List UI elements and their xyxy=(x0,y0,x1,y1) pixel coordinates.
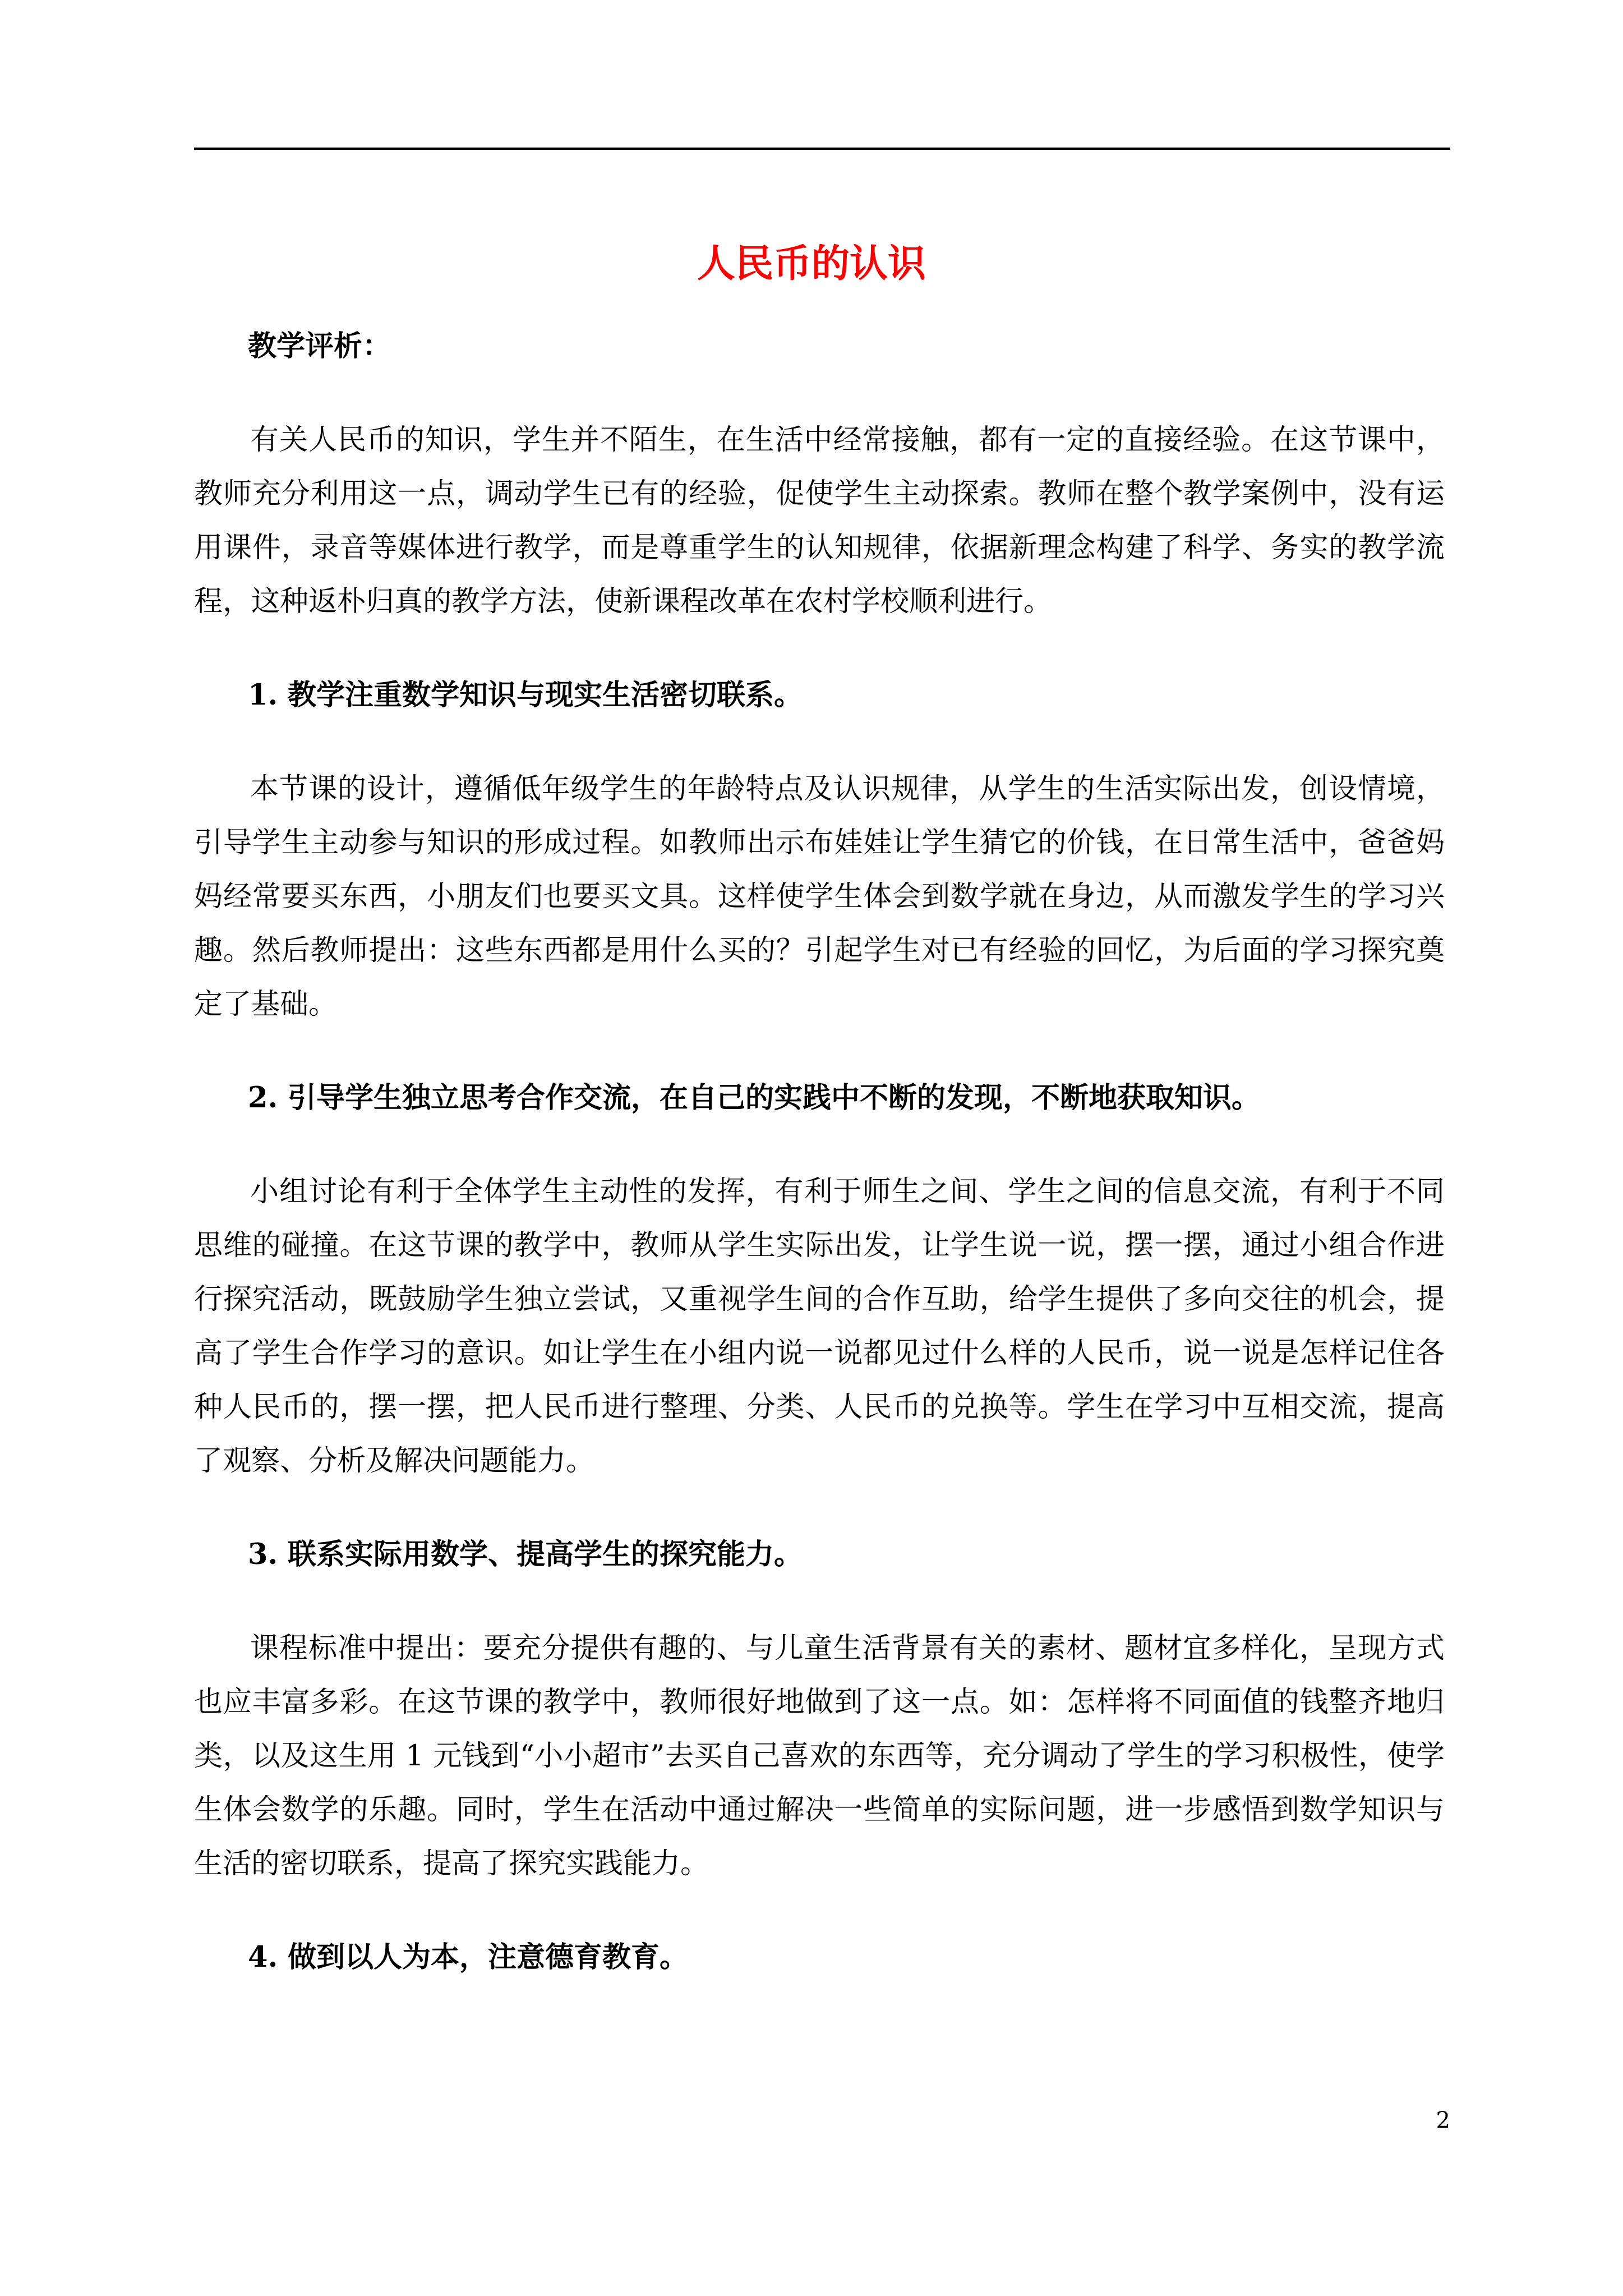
section-paragraph: 课程标准中提出：要充分提供有趣的、与儿童生活背景有关的素材、题材宜多样化，呈现方式也应丰富多彩。在这节课的教学中，教师很好地做到了这一点。如：怎样将不同面值的钱整齐地归类，以及这生用 1 元钱到“小小超市”去买自己喜欢的东西等，充分调动了学生的学习积极性，使学生体会数学的乐趣。同时，学生在活动中通过解决一些简单的实际问题，进一步感悟到数学知识与生活的密切联系，提高了探究实践能力。 xyxy=(194,1632,1445,1880)
page-number: 2 xyxy=(1436,2108,1450,2133)
section-heading: 教学评析： xyxy=(248,329,391,363)
section-heading: 1. 教学注重数学知识与现实生活密切联系。 xyxy=(248,678,803,712)
section-paragraph: 本节课的设计，遵循低年级学生的年龄特点及认识规律，从学生的生活实际出发，创设情境，引导学生主动参与知识的形成过程。如教师出示布娃娃让学生猜它的价钱，在日常生活中，爸爸妈妈经常要买东西，小朋友们也要买文具。这样使学生体会到数学就在身边，从而激发学生的学习兴趣。然后教师提出：这些东西都是用什么买的？引起学生对已有经验的回忆，为后面的学习探究奠定了基础。 xyxy=(194,772,1445,1021)
section-heading: 4. 做到以人为本，注意德育教育。 xyxy=(248,1940,688,1974)
section-heading: 3. 联系实际用数学、提高学生的探究能力。 xyxy=(248,1538,803,1571)
header-rule xyxy=(194,148,1450,150)
document-title: 人民币的认识 xyxy=(697,241,926,286)
section-paragraph: 有关人民币的知识，学生并不陌生，在生活中经常接触，都有一定的直接经验。在这节课中，教师充分利用这一点，调动学生已有的经验，促使学生主动探索。教师在整个教学案例中，没有运用课件，录音等媒体进行教学，而是尊重学生的认知规律，依据新理念构建了科学、务实的教学流程，这种返朴归真的教学方法，使新课程改革在农村学校顺利进行。 xyxy=(194,424,1445,618)
section-heading: 2. 引导学生独立思考合作交流，在自己的实践中不断的发现，不断地获取知识。 xyxy=(248,1081,1261,1115)
document-body xyxy=(194,323,1445,1981)
section-paragraph: 小组讨论有利于全体学生主动性的发挥，有利于师生之间、学生之间的信息交流，有利于不同思维的碰撞。在这节课的教学中，教师从学生实际出发，让学生说一说，摆一摆，通过小组合作进行探究活动，既鼓励学生独立尝试，又重视学生间的合作互助，给学生提供了多向交往的机会，提高了学生合作学习的意识。如让学生在小组内说一说都见过什么样的人民币，说一说是怎样记住各种人民币的，摆一摆，把人民币进行整理、分类、人民币的兑换等。学生在学习中互相交流，提高了观察、分析及解决问题能力。 xyxy=(194,1175,1445,1478)
